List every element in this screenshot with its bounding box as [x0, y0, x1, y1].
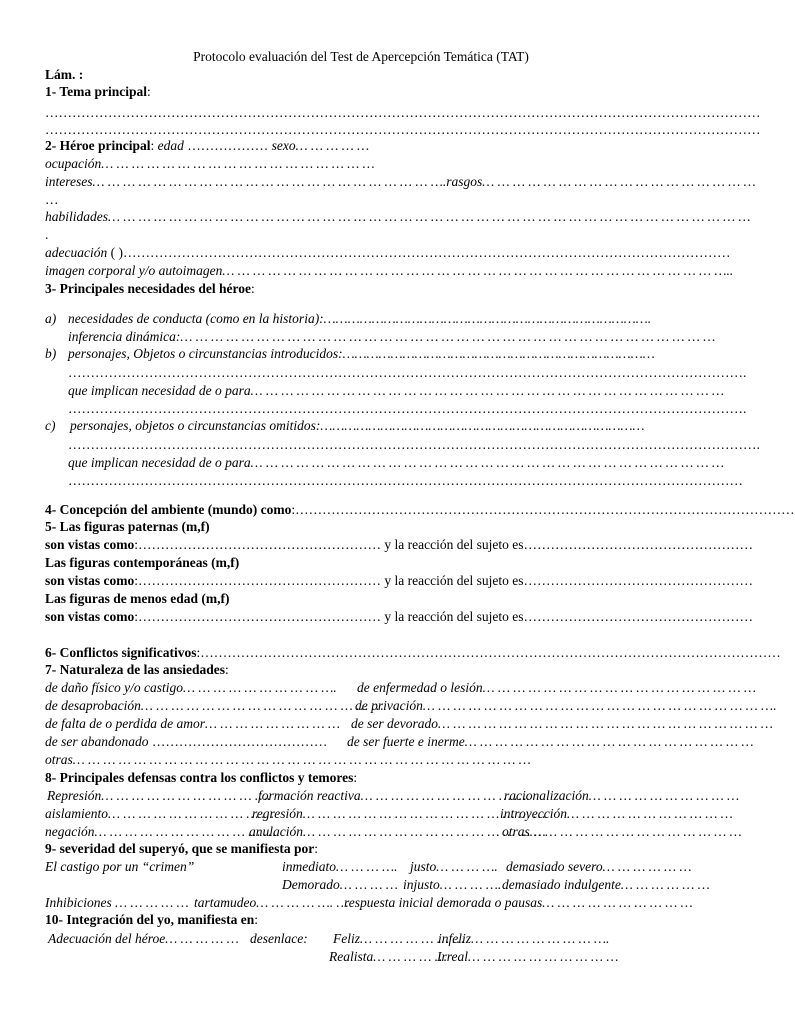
inferencia-dinamica-field: inferencia dinámica:… … … … … … … … … … … … … … … … … … … … … … … … … … … … … … … … … … …	[68, 329, 716, 344]
section-2-heading: 2- Héroe principal: edad ……………… sexo… … … … …	[45, 138, 370, 153]
ansiedad-falta-amor: de falta de o perdida de amor… … … … … … … … …	[45, 716, 341, 731]
item-c-label: c)	[45, 418, 56, 433]
castigo-inmediato: inmediato… … … ….	[282, 859, 398, 874]
defensa-formacion-reactiva: formación reactiva… … … … … … … … … … ….	[258, 788, 530, 803]
desenlace-infeliz: infeliz… … … … … … … … ….	[438, 931, 610, 946]
paternas-row: son vistas como:……………………………………………… y la reacción del sujeto es……………………………………………	[45, 537, 753, 552]
ansiedad-devorado: de ser devorado… … … … … … … … … … … … … … … … … … … … … …	[351, 716, 773, 731]
ocupacion-field: ocupación… … … … … … … … … … … … … … … … … …	[45, 156, 375, 171]
ansiedad-fuerte-inerme: de ser fuerte e inerme… … … … … … … … … … … … … … … … … … …	[347, 734, 754, 749]
item-b-label: b)	[45, 346, 57, 361]
document-title: Protocolo evaluación del Test de Apercepción Temática (TAT)	[193, 49, 529, 64]
ansiedad-abandonado: de ser abandonado …………………………………	[45, 734, 328, 749]
inhibiciones-field: Inhibiciones … … … … …	[45, 895, 189, 910]
implican-necesidad-field: que implican necesidad de o para… … … … … … … … … … … … … … … … … … … … … … … … … … … … … … …	[68, 455, 724, 470]
castigo-demasiado-severo: demasiado severo… … … … … …	[506, 859, 692, 874]
contemporaneas-row: son vistas como:……………………………………………… y la reacción del sujeto es……………………………………………	[45, 573, 753, 588]
dotted-line: ……………………………………………………………………………………………………………………………………………	[45, 105, 761, 120]
imagen-corporal-field: imagen corporal y/o autoimagen… … … … … … … … … … … … … … … … … … … … … … … … … … … … … … … … …..	[45, 263, 734, 278]
habilidades-field: habilidades… … … … … … … … … … … … … … … … … … … … … … … … … … … … … … … … … … … … … … … … … …	[45, 209, 751, 224]
section-8-heading: 8- Principales defensas contra los conflictos y temores:	[45, 770, 358, 785]
adecuacion-heroe-field: Adecuación del héroe… … … … …	[48, 931, 239, 946]
item-a-label: a)	[45, 311, 57, 326]
section-10-heading: 10- Integración del yo, manifiesta en:	[45, 912, 258, 927]
defensa-introyeccion: introyección… … … … … … … … … … …	[500, 806, 733, 821]
contemporaneas-heading: Las figuras contemporáneas (m,f)	[45, 555, 240, 570]
tartamudeo-field: tartamudeo… … … … …. …	[194, 895, 349, 910]
desenlace-feliz: Feliz… … … … … … …	[333, 931, 465, 946]
defensa-racionalizacion: racionalización… … … … … … … … … …	[504, 788, 740, 803]
defensa-aislamiento: aislamiento… … … … … … … … … … …	[45, 806, 274, 821]
section-9-heading: 9- severidad del superyó, que se manifiesta por:	[45, 841, 319, 856]
section-4-heading: 4- Concepción del ambiente (mundo) como:…………………………………………………………………………………………………	[45, 502, 795, 517]
section-5-heading: 5- Las figuras paternas (m,f)	[45, 519, 210, 534]
dotted-line: ……………………………………………………………………………………………………………………………………….	[68, 437, 760, 452]
respuesta-demorada-field: respuesta inicial demorada o pausas… … … … … … … … … …	[344, 895, 693, 910]
dotted-line: …………………………………………………………………………………………………………………………………….	[68, 365, 747, 380]
dotted-continuation: …	[45, 192, 59, 207]
castigo-justo: justo… … … ….	[410, 859, 498, 874]
defensa-regresion: regresión… … … … … … … … … … … … … … … …	[252, 806, 546, 821]
lam-label: Lám. :	[45, 67, 84, 82]
dotted-line: ……………………………………………………………………………………………………………………………………	[68, 473, 743, 488]
castigo-demasiado-indulgente: demasiado indulgente… … … … … …	[502, 877, 710, 892]
dotted-line: ……………………………………………………………………………………………………………………………………………	[45, 122, 761, 137]
section-7-heading: 7- Naturaleza de las ansiedades:	[45, 662, 229, 677]
defensa-represion: Represión… … … … … … … … … … ….	[47, 788, 271, 803]
ansiedad-otras: otras… … … … … … … … … … … … … … … … … … … … … … … … … … … … … …	[45, 752, 531, 767]
menos-edad-heading: Las figuras de menos edad (m,f)	[45, 591, 230, 606]
ansiedad-desaprobacion: de desaprobación… … … … … … … … … … … … … … … …	[45, 698, 384, 713]
ansiedad-dano-fisico: de daño físico y/o castigo… … … … … … … … … ….	[45, 680, 337, 695]
adecuacion-field: adecuación ( )………………………………………………………………………………………………………………………	[45, 245, 731, 260]
dotted-continuation: .	[45, 227, 49, 242]
desenlace-irreal: Irreal… … … … … … … … … …	[437, 949, 619, 964]
section-3-heading: 3- Principales necesidades del héroe:	[45, 281, 255, 296]
implican-necesidad-field: que implican necesidad de o para… … … … … … … … … … … … … … … … … … … … … … … … … … … … … … …	[68, 383, 724, 398]
desenlace-realista: Realista… … … … …	[329, 949, 447, 964]
ansiedad-enfermedad: de enfermedad o lesión… … … … … … … … … … … … … … … … … …	[357, 680, 757, 695]
castigo-crimen: El castigo por un “crimen”	[45, 859, 195, 874]
defensa-anulacion: anulación… … … … … … … … … … … … … … … …	[249, 824, 546, 839]
section-1-heading: 1- Tema principal:	[45, 84, 151, 99]
ansiedad-privacion: de privación… … … … … … … … … … … … … … … … … … … … … … ….	[355, 698, 777, 713]
castigo-demorado: Demorado… … … …	[282, 877, 398, 892]
personajes-omitidos-field: personajes, objetos o circunstancias omitidos:………………………………………………………………………	[70, 418, 645, 433]
defensa-negacion: negación… … … … … … … … … … … …	[45, 824, 276, 839]
defensa-otras: otras… … … … … … … … … … … … … …	[502, 824, 742, 839]
section-6-heading: 6- Conflictos significativos:…………………………………………………………………………………………………………………	[45, 645, 781, 660]
castigo-injusto: injusto… … … ….	[403, 877, 502, 892]
desenlace-label: desenlace:	[250, 931, 308, 946]
intereses-field: intereses… … … … … … … … … … … … … … … … … … … … … … ….rasgos… … … … … … … … … … … … … … … … … …	[45, 174, 756, 189]
personajes-introducidos-field: personajes, Objetos o circunstancias introducidos:……………………………………………………………………	[68, 346, 655, 361]
necesidades-conducta-field: necesidades de conducta (como en la historia):……………………………………………………………………….	[68, 311, 652, 326]
dotted-line: …………………………………………………………………………………………………………………………………….	[68, 401, 747, 416]
menos-edad-row: son vistas como:……………………………………………… y la reacción del sujeto es……………………………………………	[45, 609, 753, 624]
